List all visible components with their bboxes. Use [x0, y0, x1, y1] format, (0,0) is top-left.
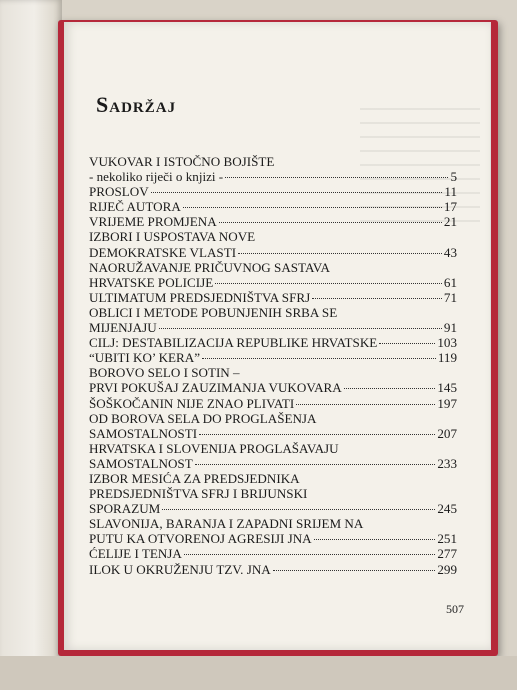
- toc-entry: [89, 411, 457, 426]
- toc-entry: [89, 486, 457, 501]
- toc-entry-title: MIJENJAJU: [89, 320, 157, 336]
- toc-entry: [89, 396, 457, 411]
- toc-entry-title: ĆELIJE I TENJA: [89, 546, 182, 562]
- toc-entry-title: - nekoliko riječi o knjizi -: [89, 169, 224, 185]
- toc-entry: [89, 380, 457, 395]
- toc-entry-title: HRVATSKA I SLOVENIJA PROGLAŠAVAJU: [89, 440, 339, 456]
- table-of-contents: [89, 154, 457, 577]
- toc-entry: [89, 169, 457, 184]
- page-number: 507: [446, 602, 464, 616]
- toc-entry-title: PREDSJEDNIŠTVA SFRJ I BRIJUNSKI: [89, 486, 308, 502]
- toc-leader-dots: [202, 358, 436, 359]
- toc-entry-title: SAMOSTALNOST: [89, 455, 193, 471]
- toc-entry-title: ILOK U OKRUŽENJU TZV. JNA: [89, 561, 271, 577]
- toc-entry: [89, 260, 457, 275]
- toc-entry-title: CILJ: DESTABILIZACIJA REPUBLIKE HRVATSKE: [89, 335, 378, 351]
- toc-entry-page: 71: [443, 289, 457, 305]
- toc-entry: [89, 154, 457, 169]
- toc-entry: [89, 546, 457, 561]
- toc-entry-title: PROSLOV: [89, 184, 149, 200]
- toc-entry-title: ULTIMATUM PREDSJEDNIŠTVA SFRJ: [89, 289, 311, 305]
- table-surface: [0, 656, 517, 690]
- toc-entry-title: “UBITI KO’ KERA”: [89, 350, 201, 366]
- toc-entry: [89, 199, 457, 214]
- toc-entry: [89, 441, 457, 456]
- page-title: Sadržaj: [96, 92, 177, 117]
- toc-entry-page: 103: [437, 335, 457, 351]
- toc-entry: [89, 320, 457, 335]
- toc-entry-title: OBLICI I METODE POBUNJENIH SRBA SE: [89, 304, 338, 320]
- toc-leader-dots: [215, 283, 442, 284]
- toc-leader-dots: [162, 509, 435, 510]
- toc-entry-title: SAMOSTALNOSTI: [89, 425, 198, 441]
- toc-entry: [89, 335, 457, 350]
- toc-leader-dots: [159, 328, 442, 329]
- toc-entry-page: 5: [450, 169, 457, 185]
- toc-entry: [89, 275, 457, 290]
- toc-entry-title: ŠOŠKOČANIN NIJE ZNAO PLIVATI: [89, 395, 295, 411]
- toc-entry-title: NAORUŽAVANJE PRIČUVNOG SASTAVA: [89, 259, 330, 275]
- toc-entry-page: 207: [437, 425, 457, 441]
- toc-entry: [89, 562, 457, 577]
- book-page: [64, 22, 490, 650]
- toc-leader-dots: [379, 343, 435, 344]
- toc-leader-dots: [183, 207, 442, 208]
- toc-entry-title: IZBOR MESIĆA ZA PREDSJEDNIKA: [89, 470, 300, 486]
- toc-leader-dots: [273, 570, 436, 571]
- toc-leader-dots: [314, 539, 436, 540]
- toc-entry: [89, 426, 457, 441]
- toc-leader-dots: [238, 253, 442, 254]
- toc-entry-page: 11: [444, 184, 457, 200]
- toc-entry-title: RIJEČ AUTORA: [89, 199, 181, 215]
- toc-entry: [89, 501, 457, 516]
- toc-entry-page: 277: [437, 546, 457, 562]
- toc-entry: [89, 350, 457, 365]
- toc-leader-dots: [225, 177, 448, 178]
- toc-entry-title: BOROVO SELO I SOTIN –: [89, 365, 240, 381]
- toc-entry-title: PUTU KA OTVORENOJ AGRESIJI JNA: [89, 531, 312, 547]
- toc-entry-page: 17: [443, 199, 457, 215]
- toc-entry-page: 61: [443, 274, 457, 290]
- toc-entry-page: 251: [437, 531, 457, 547]
- toc-entry: [89, 214, 457, 229]
- toc-leader-dots: [296, 404, 435, 405]
- toc-entry-title: DEMOKRATSKE VLASTI: [89, 244, 237, 260]
- toc-leader-dots: [312, 298, 442, 299]
- toc-entry-page: 245: [437, 501, 457, 517]
- toc-entry-title: PRVI POKUŠAJ ZAUZIMANJA VUKOVARA: [89, 380, 342, 396]
- toc-entry-title: IZBORI I USPOSTAVA NOVE: [89, 229, 256, 245]
- toc-entry: [89, 290, 457, 305]
- toc-leader-dots: [344, 388, 436, 389]
- toc-entry: [89, 245, 457, 260]
- toc-leader-dots: [199, 434, 435, 435]
- toc-entry-title: VUKOVAR I ISTOČNO BOJIŠTE: [89, 154, 275, 169]
- toc-leader-dots: [184, 554, 436, 555]
- toc-leader-dots: [151, 192, 443, 193]
- toc-entry: [89, 184, 457, 199]
- toc-entry: [89, 229, 457, 244]
- toc-leader-dots: [219, 222, 442, 223]
- toc-entry-title: SPORAZUM: [89, 501, 161, 517]
- toc-entry-page: 21: [443, 214, 457, 230]
- toc-entry-page: 197: [437, 395, 457, 411]
- toc-entry-page: 43: [443, 244, 457, 260]
- toc-entry-page: 299: [437, 561, 457, 577]
- toc-entry: [89, 471, 457, 486]
- toc-entry-page: 119: [437, 350, 457, 366]
- toc-entry-title: OD BOROVA SELA DO PROGLAŠENJA: [89, 410, 317, 426]
- facing-page: [0, 0, 62, 690]
- toc-entry: [89, 456, 457, 471]
- toc-entry-page: 145: [437, 380, 457, 396]
- toc-leader-dots: [195, 464, 436, 465]
- toc-entry-page: 91: [443, 320, 457, 336]
- toc-entry: [89, 365, 457, 380]
- toc-entry: [89, 516, 457, 531]
- toc-entry: [89, 305, 457, 320]
- toc-entry-title: SLAVONIJA, BARANJA I ZAPADNI SRIJEM NA: [89, 516, 364, 532]
- toc-entry-page: 233: [437, 455, 457, 471]
- toc-entry-title: HRVATSKE POLICIJE: [89, 274, 214, 290]
- toc-entry: [89, 531, 457, 546]
- toc-entry-title: VRIJEME PROMJENA: [89, 214, 217, 230]
